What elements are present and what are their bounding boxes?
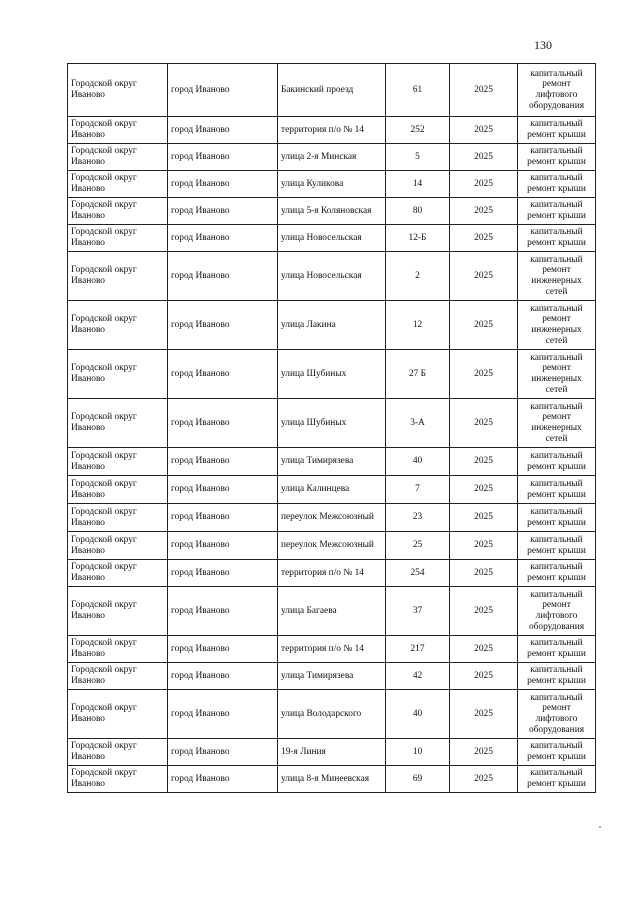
work-type-cell: капитальный ремонт инженерных сетей: [518, 301, 596, 350]
year-cell: 2025: [450, 504, 518, 532]
year-cell: 2025: [450, 117, 518, 144]
district-cell: Городской округ Иваново: [68, 766, 168, 793]
district-cell: Городской округ Иваново: [68, 144, 168, 171]
district-cell: Городской округ Иваново: [68, 350, 168, 399]
table-row: [68, 350, 596, 399]
house-cell: 10: [386, 739, 450, 766]
district-cell: Городской округ Иваново: [68, 301, 168, 350]
repair-schedule-table: [67, 63, 596, 793]
table-row: [68, 739, 596, 766]
city-cell: город Иваново: [168, 117, 278, 144]
year-cell: 2025: [450, 476, 518, 504]
district-cell: Городской округ Иваново: [68, 399, 168, 448]
street-cell: улица Лакина: [278, 301, 386, 350]
house-cell: 80: [386, 198, 450, 225]
table-row: [68, 399, 596, 448]
table-body: [68, 64, 596, 793]
street-cell: улица Куликова: [278, 171, 386, 198]
year-cell: 2025: [450, 690, 518, 739]
city-cell: город Иваново: [168, 766, 278, 793]
city-cell: город Иваново: [168, 225, 278, 252]
year-cell: 2025: [450, 739, 518, 766]
street-cell: улица Шубиных: [278, 399, 386, 448]
house-cell: 7: [386, 476, 450, 504]
street-cell: переулок Межсоюзный: [278, 532, 386, 560]
table-row: [68, 532, 596, 560]
district-cell: Городской округ Иваново: [68, 117, 168, 144]
district-cell: Городской округ Иваново: [68, 252, 168, 301]
page-number: 130: [534, 38, 552, 52]
work-type-cell: капитальный ремонт крыши: [518, 144, 596, 171]
city-cell: город Иваново: [168, 171, 278, 198]
city-cell: город Иваново: [168, 532, 278, 560]
year-cell: 2025: [450, 636, 518, 663]
work-type-cell: капитальный ремонт крыши: [518, 198, 596, 225]
table-row: [68, 171, 596, 198]
work-type-cell: капитальный ремонт крыши: [518, 739, 596, 766]
city-cell: город Иваново: [168, 663, 278, 690]
house-cell: 23: [386, 504, 450, 532]
work-type-cell: капитальный ремонт крыши: [518, 476, 596, 504]
table-row: [68, 476, 596, 504]
city-cell: город Иваново: [168, 476, 278, 504]
district-cell: Городской округ Иваново: [68, 587, 168, 636]
work-type-cell: капитальный ремонт крыши: [518, 117, 596, 144]
table-row: [68, 690, 596, 739]
street-cell: улица Новосельская: [278, 225, 386, 252]
city-cell: город Иваново: [168, 252, 278, 301]
city-cell: город Иваново: [168, 301, 278, 350]
house-cell: 12-Б: [386, 225, 450, 252]
city-cell: город Иваново: [168, 448, 278, 476]
house-cell: 252: [386, 117, 450, 144]
year-cell: 2025: [450, 252, 518, 301]
street-cell: улица Тимирязева: [278, 663, 386, 690]
city-cell: город Иваново: [168, 399, 278, 448]
house-cell: 217: [386, 636, 450, 663]
district-cell: Городской округ Иваново: [68, 476, 168, 504]
district-cell: Городской округ Иваново: [68, 663, 168, 690]
district-cell: Городской округ Иваново: [68, 64, 168, 117]
work-type-cell: капитальный ремонт лифтового оборудования: [518, 64, 596, 117]
street-cell: улица Багаева: [278, 587, 386, 636]
year-cell: 2025: [450, 766, 518, 793]
work-type-cell: капитальный ремонт крыши: [518, 532, 596, 560]
street-cell: Бакинский проезд: [278, 64, 386, 117]
work-type-cell: капитальный ремонт лифтового оборудования: [518, 587, 596, 636]
street-cell: улица Володарского: [278, 690, 386, 739]
district-cell: Городской округ Иваново: [68, 560, 168, 587]
street-cell: территория п/о № 14: [278, 560, 386, 587]
city-cell: город Иваново: [168, 690, 278, 739]
house-cell: 14: [386, 171, 450, 198]
table-row: [68, 252, 596, 301]
year-cell: 2025: [450, 399, 518, 448]
house-cell: 37: [386, 587, 450, 636]
work-type-cell: капитальный ремонт крыши: [518, 225, 596, 252]
year-cell: 2025: [450, 560, 518, 587]
house-cell: 69: [386, 766, 450, 793]
year-cell: 2025: [450, 171, 518, 198]
year-cell: 2025: [450, 144, 518, 171]
city-cell: город Иваново: [168, 198, 278, 225]
district-cell: Городской округ Иваново: [68, 504, 168, 532]
table-row: [68, 198, 596, 225]
city-cell: город Иваново: [168, 587, 278, 636]
house-cell: 5: [386, 144, 450, 171]
street-cell: улица 2-я Минская: [278, 144, 386, 171]
table-row: [68, 448, 596, 476]
city-cell: город Иваново: [168, 144, 278, 171]
street-cell: улица Тимирязева: [278, 448, 386, 476]
house-cell: 2: [386, 252, 450, 301]
district-cell: Городской округ Иваново: [68, 532, 168, 560]
city-cell: город Иваново: [168, 739, 278, 766]
table-row: [68, 504, 596, 532]
work-type-cell: капитальный ремонт крыши: [518, 504, 596, 532]
district-cell: Городской округ Иваново: [68, 739, 168, 766]
city-cell: город Иваново: [168, 560, 278, 587]
house-cell: 254: [386, 560, 450, 587]
house-cell: 25: [386, 532, 450, 560]
year-cell: 2025: [450, 587, 518, 636]
street-cell: территория п/о № 14: [278, 636, 386, 663]
year-cell: 2025: [450, 532, 518, 560]
work-type-cell: капитальный ремонт крыши: [518, 636, 596, 663]
street-cell: 19-я Линия: [278, 739, 386, 766]
street-cell: улица Шубиных: [278, 350, 386, 399]
city-cell: город Иваново: [168, 636, 278, 663]
street-cell: переулок Межсоюзный: [278, 504, 386, 532]
year-cell: 2025: [450, 448, 518, 476]
house-cell: 61: [386, 64, 450, 117]
house-cell: 3-А: [386, 399, 450, 448]
year-cell: 2025: [450, 350, 518, 399]
table-row: [68, 225, 596, 252]
district-cell: Городской округ Иваново: [68, 448, 168, 476]
scan-speck: [599, 826, 601, 828]
year-cell: 2025: [450, 225, 518, 252]
street-cell: улица Калинцева: [278, 476, 386, 504]
year-cell: 2025: [450, 301, 518, 350]
house-cell: 27 Б: [386, 350, 450, 399]
district-cell: Городской округ Иваново: [68, 198, 168, 225]
street-cell: территория п/о № 14: [278, 117, 386, 144]
work-type-cell: капитальный ремонт крыши: [518, 663, 596, 690]
district-cell: Городской округ Иваново: [68, 171, 168, 198]
district-cell: Городской округ Иваново: [68, 690, 168, 739]
street-cell: улица Новосельская: [278, 252, 386, 301]
house-cell: 40: [386, 690, 450, 739]
work-type-cell: капитальный ремонт инженерных сетей: [518, 252, 596, 301]
table-row: [68, 301, 596, 350]
table-row: [68, 636, 596, 663]
table-row: [68, 144, 596, 171]
work-type-cell: капитальный ремонт крыши: [518, 448, 596, 476]
district-cell: Городской округ Иваново: [68, 636, 168, 663]
work-type-cell: капитальный ремонт лифтового оборудования: [518, 690, 596, 739]
work-type-cell: капитальный ремонт крыши: [518, 560, 596, 587]
house-cell: 40: [386, 448, 450, 476]
city-cell: город Иваново: [168, 504, 278, 532]
table-row: [68, 560, 596, 587]
year-cell: 2025: [450, 64, 518, 117]
work-type-cell: капитальный ремонт крыши: [518, 766, 596, 793]
city-cell: город Иваново: [168, 350, 278, 399]
table-row: [68, 766, 596, 793]
table-row: [68, 64, 596, 117]
city-cell: город Иваново: [168, 64, 278, 117]
table-row: [68, 663, 596, 690]
house-cell: 12: [386, 301, 450, 350]
street-cell: улица 5-я Коляновская: [278, 198, 386, 225]
table-row: [68, 117, 596, 144]
work-type-cell: капитальный ремонт крыши: [518, 171, 596, 198]
work-type-cell: капитальный ремонт инженерных сетей: [518, 350, 596, 399]
work-type-cell: капитальный ремонт инженерных сетей: [518, 399, 596, 448]
house-cell: 42: [386, 663, 450, 690]
table-row: [68, 587, 596, 636]
street-cell: улица 8-я Минеевская: [278, 766, 386, 793]
year-cell: 2025: [450, 198, 518, 225]
year-cell: 2025: [450, 663, 518, 690]
district-cell: Городской округ Иваново: [68, 225, 168, 252]
